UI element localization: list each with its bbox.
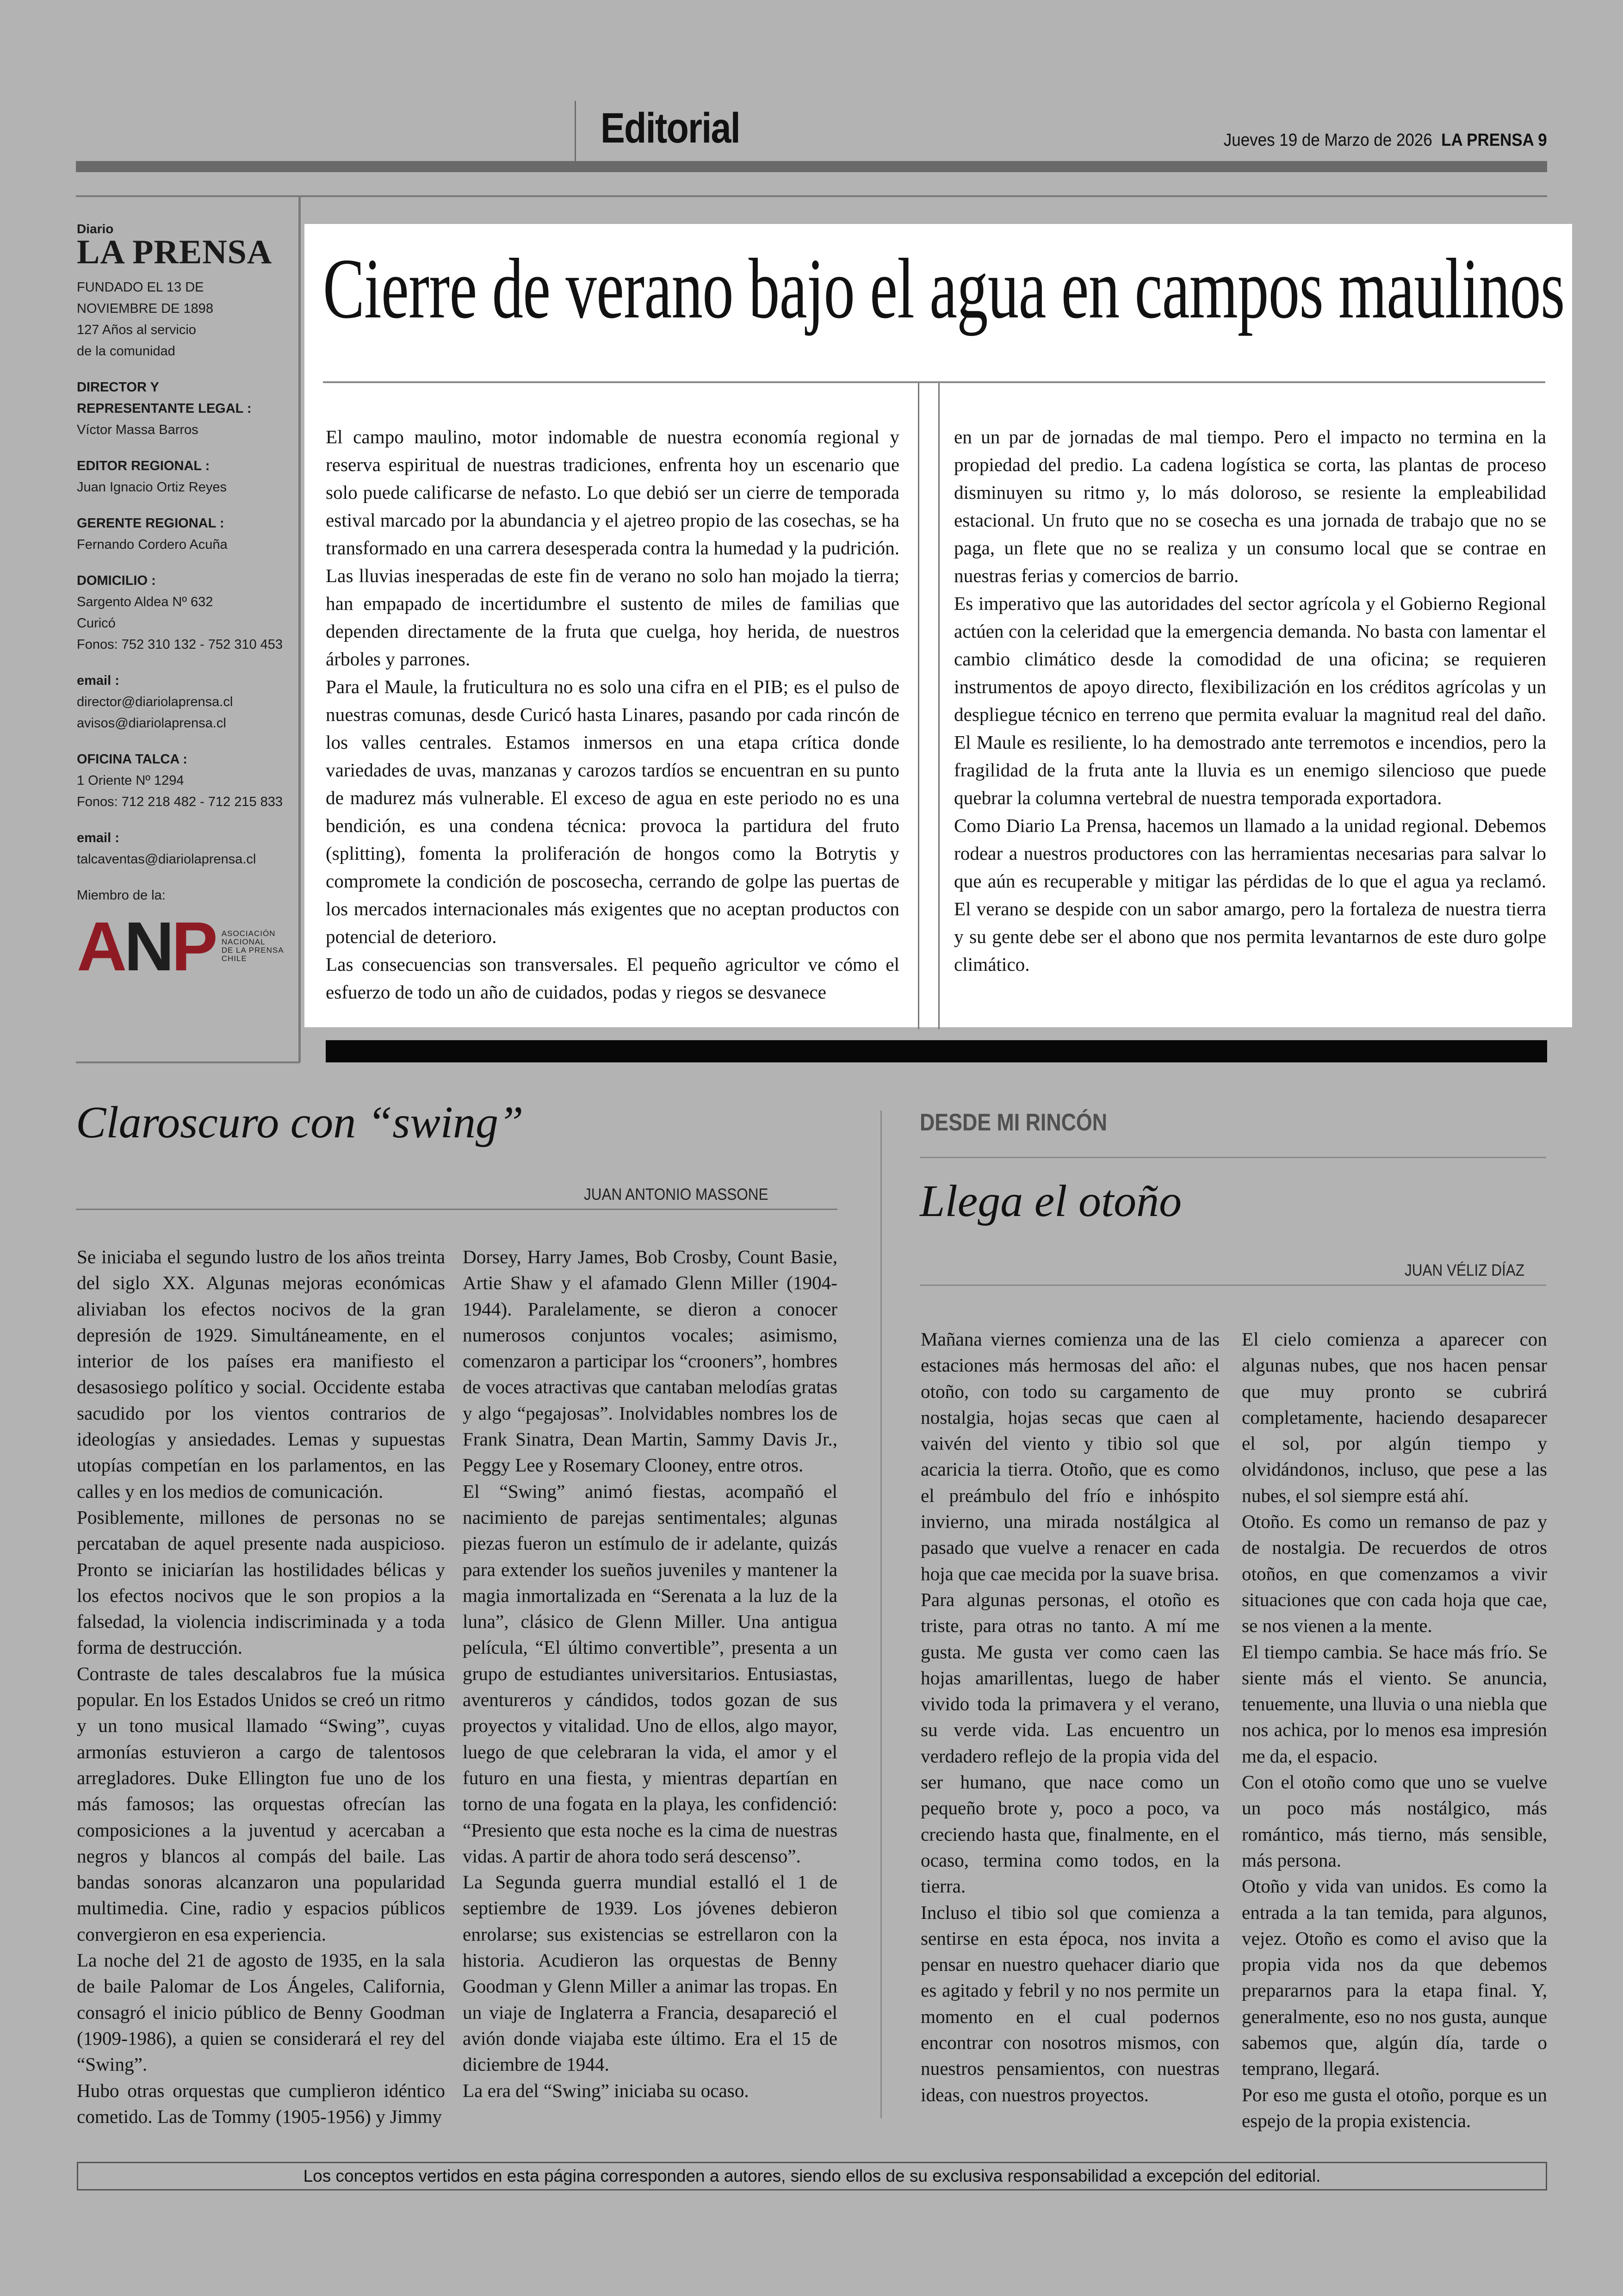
gerente-label: GERENTE REGIONAL : xyxy=(77,516,224,531)
footer-disclaimer: Los conceptos vertidos en esta página corresponden a autores, siendo ellos de su exclusiva responsabilidad a excepción del editorial. xyxy=(303,2166,1321,2185)
masthead-bottom-rule xyxy=(76,1061,300,1063)
header-rule xyxy=(76,195,1547,197)
editorial-column-rule-left xyxy=(918,383,919,1029)
masthead xyxy=(77,222,294,985)
editor-label: EDITOR REGIONAL : xyxy=(77,459,210,473)
talca-phones: Fonos: 712 218 482 - 712 215 833 xyxy=(77,794,283,809)
otono-headline: Llega el otoño xyxy=(920,1176,1182,1226)
masthead-paper-name: LA PRENSA xyxy=(77,233,273,271)
editorial-headline: Cierre de verano bajo el agua en campos maulinos xyxy=(323,241,1565,336)
talca-address: 1 Oriente Nº 1294 xyxy=(77,773,184,788)
editorial-column-1 xyxy=(326,423,899,1006)
otono-column-2 xyxy=(1242,1326,1547,2134)
director-name: Víctor Massa Barros xyxy=(77,422,198,437)
paper-page: LA PRENSA 9 xyxy=(1441,130,1547,150)
claroscuro-paragraph: Posiblemente, millones de personas no se percataban de aquel presente nada auspicioso. Pronto se iniciarían las hostilidades bélicas y los efectos nocivos que le son propios a la falsedad, la violencia indiscriminada y a toda forma de destrucción. xyxy=(77,1506,445,1658)
domicilio-line-2: Curicó xyxy=(77,616,116,631)
otono-paragraph: Incluso el tibio sol que comienza a sentirse en esta época, nos invita a pensar en nuestro quehacer diario que es agitado y febril y no nos permite un momento en el cual podernos encontrar con nosotros mismos, con nuestros pensamientos, con nuestras ideas, con nuestros proyectos. xyxy=(921,1901,1220,2105)
editorial-black-bar xyxy=(326,1040,1547,1062)
editorial-paragraph: Es imperativo que las autoridades del sector agrícola y el Gobierno Regional actúen con la celeridad que la emergencia demanda. No basta con lamentar el cambio climático desde la comodidad de una oficina; se requieren instrumentos de apoyo directo, flexibilización en los créditos agrícolas y un despliegue técnico en terreno que permita evaluar la magnitud real del daño. El Maule es resiliente, lo ha demostrado ante terremotos e incendios, pero la fragilidad de la fruta ante la lluvia es un enemigo silencioso que puede quebrar la columna vertebral de nuestra temporada exportadora. xyxy=(954,593,1546,808)
anp-text-4: CHILE xyxy=(221,954,247,963)
editorial-column-2 xyxy=(954,423,1546,978)
otono-paragraph: Mañana viernes comienza una de las estaciones más hermosas del año: el otoño, con todo su cargamento de nostalgia, hojas secas que caen al vaivén del viento y tibio sol que acaricia la tierra. Otoño, que es como el preámbulo del frío e inhóspito invierno, una mirada nostálgica al pasado que vuelve a renacer en cada hoja que cae mecida por la suave brisa. xyxy=(921,1328,1220,1584)
anp-text-2: NACIONAL xyxy=(221,937,266,946)
claroscuro-paragraph: La era del “Swing” iniciaba su ocaso. xyxy=(463,2079,749,2101)
founded-line-1: FUNDADO EL 13 DE xyxy=(77,280,204,295)
years-line-2: de la comunidad xyxy=(77,344,175,359)
founded-line-2: NOVIEMBRE DE 1898 xyxy=(77,301,213,316)
section-title: Editorial xyxy=(601,105,740,152)
column-divider xyxy=(880,1111,882,2118)
claroscuro-paragraph: La Segunda guerra mundial estalló el 1 de septiembre de 1939. Los jóvenes debieron enrolarse; sus existencias se estrellaron con la historia. Acudieron las orquestas de Benny Goodman y Glenn Miller a animar las tropas. En un viaje de Inglaterra a Francia, desapareció el avión donde viajaba este último. Era el 15 de diciembre de 1944. xyxy=(463,1871,837,2075)
claroscuro-author: JUAN ANTONIO MASSONE xyxy=(584,1185,768,1204)
claroscuro-paragraph: La noche del 21 de agosto de 1935, en la sala de baile Palomar de Los Ángeles, California, consagró el inicio público de Benny Goodman (1909-1986), a quien se considerará el rey del “Swing”. xyxy=(77,1949,445,2075)
claroscuro-rule xyxy=(76,1209,837,1210)
rincon-kicker: DESDE MI RINCÓN xyxy=(920,1109,1107,1136)
page-date xyxy=(1224,130,1547,150)
claroscuro-paragraph: Dorsey, Harry James, Bob Crosby, Count Basie, Artie Shaw y el afamado Glenn Miller (1904-1944). Paralelamente, se dieron a conocer numerosos conjuntos vocales; asimismo, comenzaron a participar los “crooners”, hombres de voces atractivas que cantaban melodías gratas y algo “pegajosas”. Inolvidables nombres los de Frank Sinatra, Dean Martin, Sammy Davis Jr., Peggy Lee y Rosemary Clooney, entre otros. xyxy=(463,1246,837,1476)
otono-paragraph: Por eso me gusta el otoño, porque es un espejo de la propia existencia. xyxy=(1242,2084,1547,2131)
editorial-headline-rule xyxy=(323,381,1545,383)
masthead-rule xyxy=(298,197,301,1062)
header-bar xyxy=(76,161,1547,172)
talca-label: OFICINA TALCA : xyxy=(77,752,187,767)
email-label: email : xyxy=(77,673,119,688)
director-label-1: DIRECTOR Y xyxy=(77,380,159,395)
claroscuro-paragraph: Se iniciaba el segundo lustro de los años treinta del siglo XX. Algunas mejoras económicas aliviaban los efectos nocivos de la gran depresión de 1929. Simultáneamente, en el interior de los países era manifiesto el desasosiego político y social. Occidente estaba sacudido por los vientos contrarios de ideologías y ansiedades. Lemas y supuestas utopías competían en los parlamentos, en las calles y en los medios de comunicación. xyxy=(77,1246,445,1502)
otono-paragraph: Otoño y vida van unidos. Es como la entrada a la tan temida, para algunos, vejez. Otoño es como el aviso que la propia vida nos da que debemos prepararnos para la etapa final. Y, generalmente, eso no nos gusta, aunque sabemos que, algún día, tarde o temprano, llegará. xyxy=(1242,1875,1547,2079)
otono-author: JUAN VÉLIZ DÍAZ xyxy=(1405,1261,1525,1279)
otono-paragraph: El tiempo cambia. Se hace más frío. Se siente más el viento. Se anuncia, tenuemente, una lluvia o una niebla que nos achica, por lo menos esa impresión me da, el espacio. xyxy=(1242,1641,1547,1767)
header-divider xyxy=(575,101,576,161)
claroscuro-column-2 xyxy=(463,1244,837,2104)
editorial-paragraph: en un par de jornadas de mal tiempo. Pero el impacto no termina en la propiedad del predio. La cadena logística se corta, las plantas de proceso disminuyen su ritmo y, lo más doloroso, se resiente la empleabilidad estacional. Un fruto que no se cosecha es una jornada de trabajo que no se paga, un flete que no se realiza y un consumo local que se contrae en nuestras ferias y comercios de barrio. xyxy=(954,426,1546,586)
claroscuro-paragraph: Contraste de tales descalabros fue la música popular. En los Estados Unidos se creó un ritmo y un tono musical llamado “Swing”, cuyas armonías estuvieron a cargo de talentosos arregladores. Duke Ellington fue uno de los más famosos; las orquestas ofrecían las composiciones a la juventud y acercaban a negros y blancos al compás del baile. Las bandas sonoras alcanzaron una popularidad multimedia. Cine, radio y espacios públicos convergieron en esa experiencia. xyxy=(77,1663,445,1945)
masthead-diario: Diario xyxy=(77,222,114,236)
anp-logo-letters: ANP xyxy=(77,907,215,985)
claroscuro-headline: Claroscuro con “swing” xyxy=(76,1098,524,1148)
domicilio-phones: Fonos: 752 310 132 - 752 310 453 xyxy=(77,637,283,652)
otono-paragraph: Para algunas personas, el otoño es triste, para otras no tanto. A mí me gusta. Me gusta ver como caen las hojas amarillentas, luego de haber vivido toda la primavera y el verano, su verde vida. Las encuentro un verdadero reflejo de la propia vida del ser humano, que nace como un pequeño brote y, poco a poco, va creciendo hasta que, finalmente, en el ocaso, termina como todos, en la tierra. xyxy=(921,1589,1220,1897)
otono-paragraph: El cielo comienza a aparecer con algunas nubes, que nos hacen pensar que muy pronto se cubrirá completamente, haciendo desaparecer el sol, por algún tiempo y olvidándonos, incluso, que pese a las nubes, el sol siempre está ahí. xyxy=(1242,1328,1547,1506)
editorial-paragraph: Las consecuencias son transversales. El pequeño agricultor ve cómo el esfuerzo de todo un año de cuidados, podas y riegos se desvanece xyxy=(326,954,899,1003)
email-director[interactable]: director@diariolaprensa.cl xyxy=(77,695,233,709)
otono-paragraph: Con el otoño como que uno se vuelve un poco más nostálgico, más romántico, más tierno, más sensible, más persona. xyxy=(1242,1771,1547,1871)
claroscuro-paragraph: El “Swing” animó fiestas, acompañó el nacimiento de parejas sentimentales; algunas piezas fueron un estímulo de ir adelante, quizás para extender los sueños juveniles y mantener la magia inmortalizada en “Serenata a la luz de la luna”, clásico de Glenn Miller. Una antigua película, “El último convertible”, presenta a un grupo de estudiantes universitarios. Entusiastas, aventureros y cándidos, todos gozan de sus proyectos y vitalidad. Uno de ellos, algo mayor, luego de que celebraran la vida, el amor y el futuro en una fiesta, y mientras departían en torno de una fogata en la playa, les confidenció: “Presiento que esta noche es la cima de nuestras vidas. A partir de ahora todo será descenso”. xyxy=(463,1480,837,1867)
anp-text-1: ASOCIACIÓN xyxy=(221,929,276,938)
editorial-paragraph: Para el Maule, la fruticultura no es solo una cifra en el PIB; es el pulso de nuestras comunas, desde Curicó hasta Linares, pasando por cada rincón de los valles centrales. Estamos inmersos en una etapa crítica donde variedades de uvas, manzanas y carozos tardíos se encuentran en su punto de madurez más vulnerable. El exceso de agua en este periodo no es una bendición, es una condena técnica: provoca la partidura del fruto (splitting), fomenta la proliferación de hongos como la Botrytis y compromete la condición de poscosecha, cerrando de golpe las puertas de los mercados internacionales más exigentes que no aceptan productos con potencial de deterioro. xyxy=(326,676,899,947)
claroscuro-column-1 xyxy=(77,1244,445,2129)
editorial-column-rule-right xyxy=(938,383,940,1029)
editorial-paragraph: Como Diario La Prensa, hacemos un llamado a la unidad regional. Debemos rodear a nuestros productores con las herramientas necesarias para salvar lo que aún es recuperable y mitigar las pérdidas de lo que el agua ya reclamó. El verano se despide con un sabor amargo, pero la fortaleza de nuestra tierra y su gente debe ser el abono que nos permita levantarnos de este duro golpe climático. xyxy=(954,815,1546,975)
claroscuro-paragraph: Hubo otras orquestas que cumplieron idéntico cometido. Las de Tommy (1905-1956) y Jimmy xyxy=(77,2079,445,2127)
email-talca-label: email : xyxy=(77,831,119,845)
anp-logo xyxy=(77,907,294,985)
years-line-1: 127 Años al servicio xyxy=(77,323,196,337)
rincon-rule-top xyxy=(920,1157,1546,1158)
anp-text-3: DE LA PRENSA xyxy=(221,946,284,955)
email-talca[interactable]: talcaventas@diariolaprensa.cl xyxy=(77,852,256,867)
domicilio-line-1: Sargento Aldea Nº 632 xyxy=(77,595,213,609)
director-label-2: REPRESENTANTE LEGAL : xyxy=(77,401,252,416)
otono-column-1 xyxy=(921,1326,1220,2108)
editor-name: Juan Ignacio Ortiz Reyes xyxy=(77,480,227,495)
rincon-rule-bottom xyxy=(920,1285,1546,1286)
domicilio-label: DOMICILIO : xyxy=(77,573,156,588)
otono-paragraph: Otoño. Es como un remanso de paz y de nostalgia. De recuerdos de otros otoños, en que comenzamos a vivir situaciones que con cada hoja que cae, se nos vienen a la mente. xyxy=(1242,1511,1547,1637)
anp-logo-text xyxy=(222,930,284,963)
member-label: Miembro de la: xyxy=(77,888,166,903)
editorial-paragraph: El campo maulino, motor indomable de nuestra economía regional y reserva espiritual de nuestras tradiciones, enfrenta hoy un escenario que solo puede calificarse de nefasto. Lo que debió ser un cierre de temporada estival marcado por la abundancia y el ajetreo propio de las cosechas, se ha transformado en una carrera desesperada contra la humedad y la pudrición. Las lluvias inesperadas de este fin de verano no solo han mojado la tierra; han empapado de incertidumbre el sustento de miles de familias que dependen directamente de la fruta que cuelga, hoy herida, de nuestros árboles y parrones. xyxy=(326,426,899,670)
editorial-article xyxy=(304,224,1572,1027)
date-text: Jueves 19 de Marzo de 2026 xyxy=(1224,130,1432,150)
email-avisos[interactable]: avisos@diariolaprensa.cl xyxy=(77,716,226,731)
gerente-name: Fernando Cordero Acuña xyxy=(77,537,228,552)
